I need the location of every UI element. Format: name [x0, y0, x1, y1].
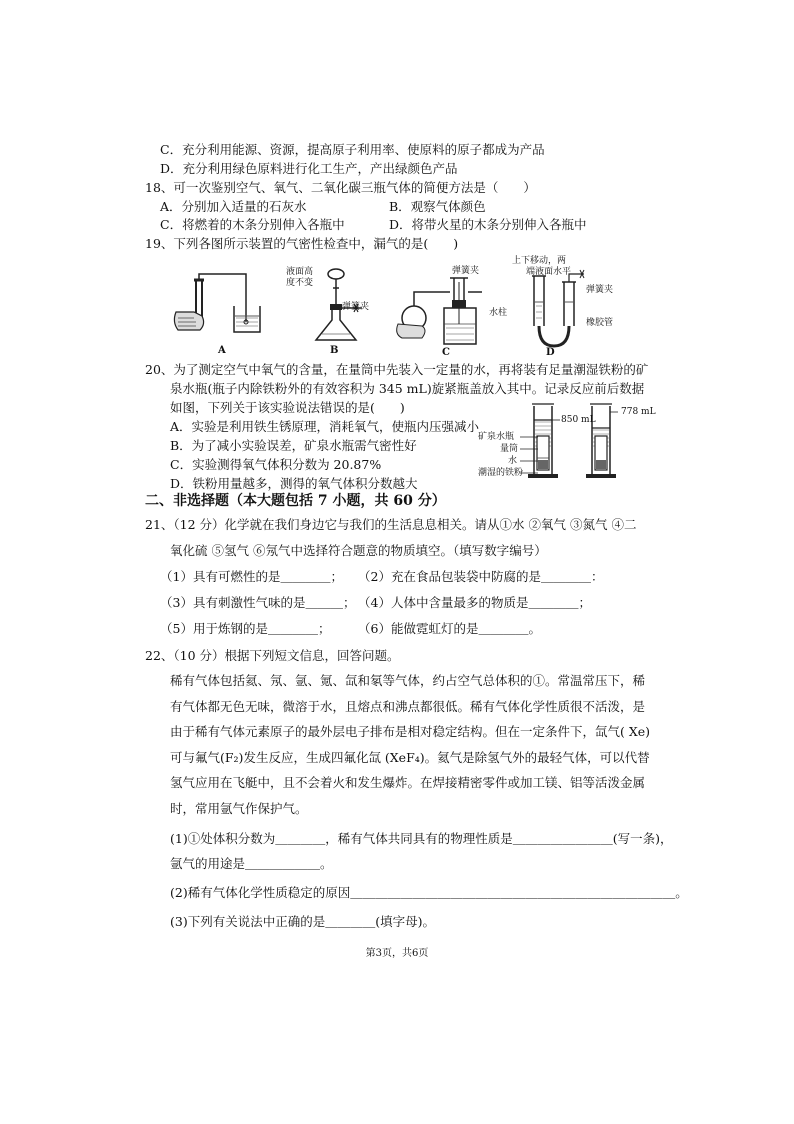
q19-figure-d	[518, 272, 590, 348]
q19-label-c-clamp: 弹簧夹	[452, 266, 480, 276]
q19-caption-a: A	[218, 345, 226, 356]
q22-stem: 22、（10 分）根据下列短文信息，回答问题。	[145, 648, 400, 663]
q17-option-d: D．充分利用绿色原料进行化工生产，产出绿颜色产品	[160, 161, 458, 176]
q21-stem-line-2: 氧化硫 ⑤氢气 ⑥氖气中选择符合题意的物质填空。（填写数字编号）	[170, 543, 547, 558]
q22-passage-line-6: 时，常用氩气作保护气。	[170, 801, 308, 816]
q19-caption-c: C	[442, 347, 450, 358]
q20-stem-line-1: 20、为了测定空气中氧气的含量，在量筒中先装入一定量的水，再将装有足量潮湿铁粉的矿	[145, 362, 649, 377]
q20-stem-line-3: 如图，下列关于该实验说法错误的是( )	[170, 400, 405, 415]
q19-label-b-level-2: 度不变	[286, 278, 314, 288]
q20-stem-line-2: 泉水瓶(瓶子内除铁粉外的有效容积为 345 mL)旋紧瓶盖放入其中。记录反应前后数据	[170, 381, 645, 396]
q22-sub-3: (3)下列有关说法中正确的是＿＿＿＿(填字母)。	[170, 914, 435, 929]
q20-label-850ml: 850 mL	[561, 415, 596, 425]
q21-stem-line-1: 21、（12 分）化学就在我们身边它与我们的生活息息相关。请从①水 ②氧气 ③氮气 ④二	[145, 517, 637, 532]
q21-item-2: （2）充在食品包装袋中防腐的是＿＿＿＿：	[358, 569, 604, 584]
q20-label-cylinder: 量筒	[500, 444, 519, 454]
q19-figure-c	[392, 272, 492, 348]
q19-label-b-level-1: 液面高	[286, 267, 314, 277]
q18-option-b: B．观察气体颜色	[389, 199, 486, 214]
q19-label-d-clamp: 弹簧夹	[586, 285, 614, 295]
q17-option-c: C．充分利用能源、资源，提高原子利用率、使原料的原子都成为产品	[160, 142, 545, 157]
q19-label-d-move-2: 端液面水平	[526, 267, 572, 277]
q20-label-iron-powder: 潮湿的铁粉	[478, 468, 524, 478]
q22-sub-1b: 氩气的用途是＿＿＿＿＿＿。	[170, 856, 333, 871]
q21-item-6: （6）能做霓虹灯的是＿＿＿＿。	[358, 621, 541, 636]
page-footer: 第3页，共6页	[365, 948, 429, 959]
q22-passage-line-1: 稀有气体包括氦、氖、氩、氪、氙和氡等气体，约占空气总体积的①。常温常压下，稀	[170, 673, 646, 688]
q22-passage-line-4: 可与氟气(F₂)发生反应，生成四氟化氙 (XeF₄)。氦气是除氢气外的最轻气体，可以代替	[170, 750, 650, 765]
q19-caption-d: D	[546, 347, 555, 358]
q22-sub-2: (2)稀有气体化学性质稳定的原因＿＿＿＿＿＿＿＿＿＿＿＿＿＿＿＿＿＿＿＿＿＿＿＿＿＿。	[170, 885, 688, 900]
q22-passage-line-2: 有气体都无色无味，微溶于水，且熔点和沸点都很低。稀有气体化学性质很不活泼，是	[170, 699, 646, 714]
q19-caption-b: B	[330, 345, 339, 356]
q21-item-3: （3）具有刺激性气味的是＿＿＿；	[160, 595, 356, 610]
q19-label-d-rubber-tube: 橡胶管	[586, 318, 614, 328]
q21-item-5: （5）用于炼钢的是＿＿＿＿；	[160, 621, 331, 636]
q19-figure-a	[170, 272, 270, 342]
q20-option-d: D．铁粉用量越多，测得的氧气体积分数越大	[170, 476, 418, 491]
q18-option-a: A．分别加入适量的石灰水	[160, 199, 307, 214]
q22-sub-1a: (1)①处体积分数为＿＿＿＿，稀有气体共同具有的物理性质是＿＿＿＿＿＿＿＿(写一条)，	[170, 831, 673, 846]
q19-stem: 19、下列各图所示装置的气密性检查中，漏气的是( )	[145, 236, 459, 251]
q21-item-4: （4）人体中含量最多的物质是＿＿＿＿；	[358, 595, 591, 610]
q18-option-c: C．将燃着的木条分别伸入各瓶中	[160, 217, 345, 232]
q21-item-1: （1）具有可燃性的是＿＿＿＿；	[160, 569, 343, 584]
q20-option-c: C．实验测得氧气体积分数为 20.87%	[170, 457, 382, 472]
q20-option-b: B．为了减小实验误差，矿泉水瓶需气密性好	[170, 438, 417, 453]
q20-option-a: A．实验是利用铁生锈原理，消耗氧气，使瓶内压强减小	[170, 419, 480, 434]
q18-option-d: D．将带火星的木条分别伸入各瓶中	[389, 217, 587, 232]
q20-label-leaders	[520, 420, 540, 476]
q20-label-bottle: 矿泉水瓶	[478, 432, 515, 442]
q22-passage-line-3: 由于稀有气体元素原子的最外层电子排布是相对稳定结构。但在一定条件下，氙气( Xe)	[170, 724, 651, 739]
section-2-heading: 二、非选择题（本大题包括 7 小题，共 60 分）	[145, 493, 446, 509]
q20-label-water: 水	[508, 456, 518, 466]
q19-label-c-water: 水柱	[489, 308, 508, 318]
q19-label-b-clamp: 弹簧夹	[342, 302, 370, 312]
q19-label-d-move-1: 上下移动，两	[512, 256, 567, 266]
q20-label-778ml: 778 mL	[621, 407, 656, 417]
q18-stem: 18、可一次鉴别空气、氧气、二氧化碳三瓶气体的简便方法是（ ）	[145, 180, 536, 195]
q22-passage-line-5: 氢气应用在飞艇中，且不会着火和发生爆炸。在焊接精密零件或加工镁、铝等活泼金属	[170, 775, 646, 790]
